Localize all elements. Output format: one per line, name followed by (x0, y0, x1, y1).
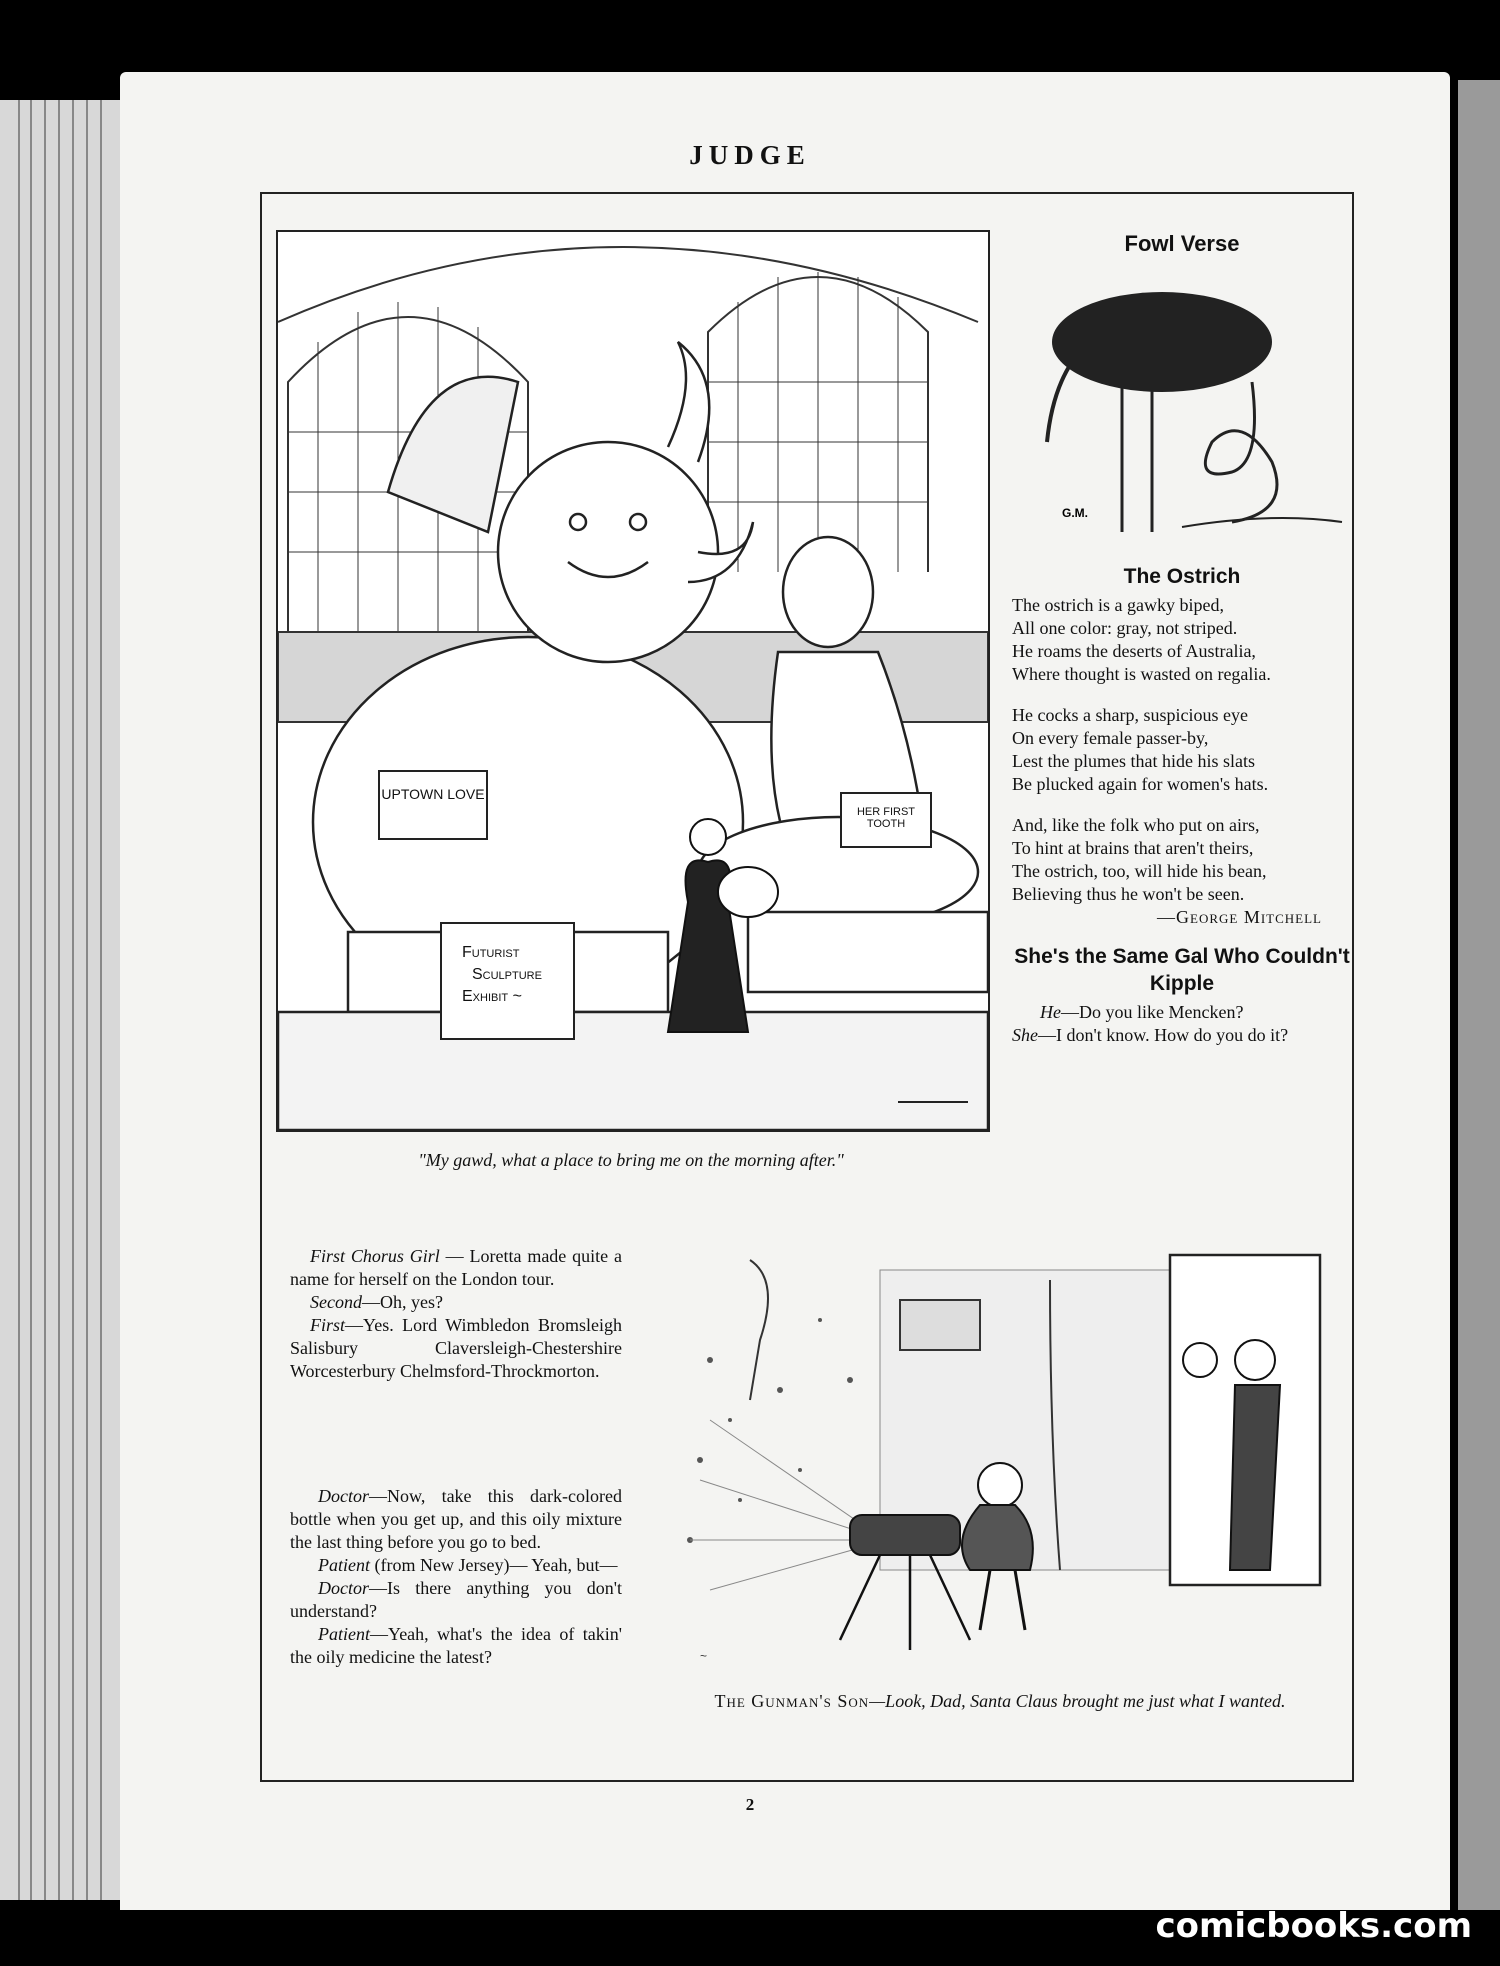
fowl-verse-column (1012, 232, 1352, 255)
poem-line: The ostrich, too, will hide his bean, (1012, 861, 1267, 881)
poem-line: He roams the deserts of Australia, (1012, 641, 1256, 661)
masthead: JUDGE (689, 140, 811, 170)
poem-line: On every female passer-by, (1012, 728, 1209, 748)
stanza-break (1012, 796, 1352, 814)
poem-line: To hint at brains that aren't theirs, (1012, 838, 1254, 858)
poem-line: Where thought is wasted on regalia. (1012, 664, 1271, 684)
ostrich-poem (1012, 565, 1352, 1047)
ostrich-signature: G.M. (1062, 506, 1088, 520)
book-edge (0, 100, 130, 1900)
sculpture-illustration (278, 232, 988, 1130)
poem-line: All one color: gray, not striped. (1012, 618, 1238, 638)
poem-line: The ostrich is a gawky biped, (1012, 595, 1224, 615)
kipple-heading: She's the Same Gal Who Couldn't Kipple (1014, 945, 1350, 995)
watermark: comicbooks.com (1155, 1906, 1472, 1946)
sign-her-first-tooth: HER FIRST TOOTH (840, 792, 932, 848)
book-right-edge (1458, 80, 1500, 1910)
poem-author: —George Mitchell (1157, 907, 1322, 927)
sign-uptown-love: UPTOWN LOVE (378, 770, 488, 840)
gunman-son-cartoon (670, 1240, 1330, 1680)
poem-line: Be plucked again for women's hats. (1012, 774, 1269, 794)
cartoon1-caption: "My gawd, what a place to bring me on the morning after." (418, 1150, 844, 1170)
page-number: 2 (745, 1795, 755, 1814)
poem-line: Believing thus he won't be seen. (1012, 884, 1245, 904)
svg-text:~: ~ (700, 1649, 708, 1663)
ostrich-illustration (1012, 272, 1352, 552)
stanza-break (1012, 686, 1352, 704)
cartoon2-caption: The Gunman's Son—Look, Dad, Santa Claus brought me just what I wanted. (714, 1691, 1286, 1711)
sign-futurist-sculpture-exhibit: Futurist Sculpture Exhibit ~ (440, 922, 575, 1040)
kipple-dialogue: He—Do you like Mencken? She—I don't know. How do you do it? (1012, 1002, 1289, 1045)
poem-line: Lest the plumes that hide his slats (1012, 751, 1255, 771)
poem-line: And, like the folk who put on airs, (1012, 815, 1260, 835)
sculpture-cartoon (276, 230, 990, 1132)
fowl-verse-heading: Fowl Verse (1124, 231, 1240, 256)
poem-line: He cocks a sharp, suspicious eye (1012, 705, 1248, 725)
poem-title: The Ostrich (1123, 565, 1241, 588)
doctor-joke: Doctor—Now, take this dark-colored bottle when you get up, and this oily mixture the last thing before you go to bed. Patient (from New Jersey)— Yeah, but— Doctor—Is there anything you don't understand? Patient—Yeah, what's the idea of takin' the oily medicine the latest? (290, 1486, 622, 1667)
chorus-girl-joke: First Chorus Girl — Loretta made quite a name for herself on the London tour. Second—Oh, yes? First—Yes. Lord Wimbledon Bromsleigh Salisbury Claversleigh-Chestershire Worcesterbury Chelmsford-Throckmorton. (290, 1246, 623, 1381)
